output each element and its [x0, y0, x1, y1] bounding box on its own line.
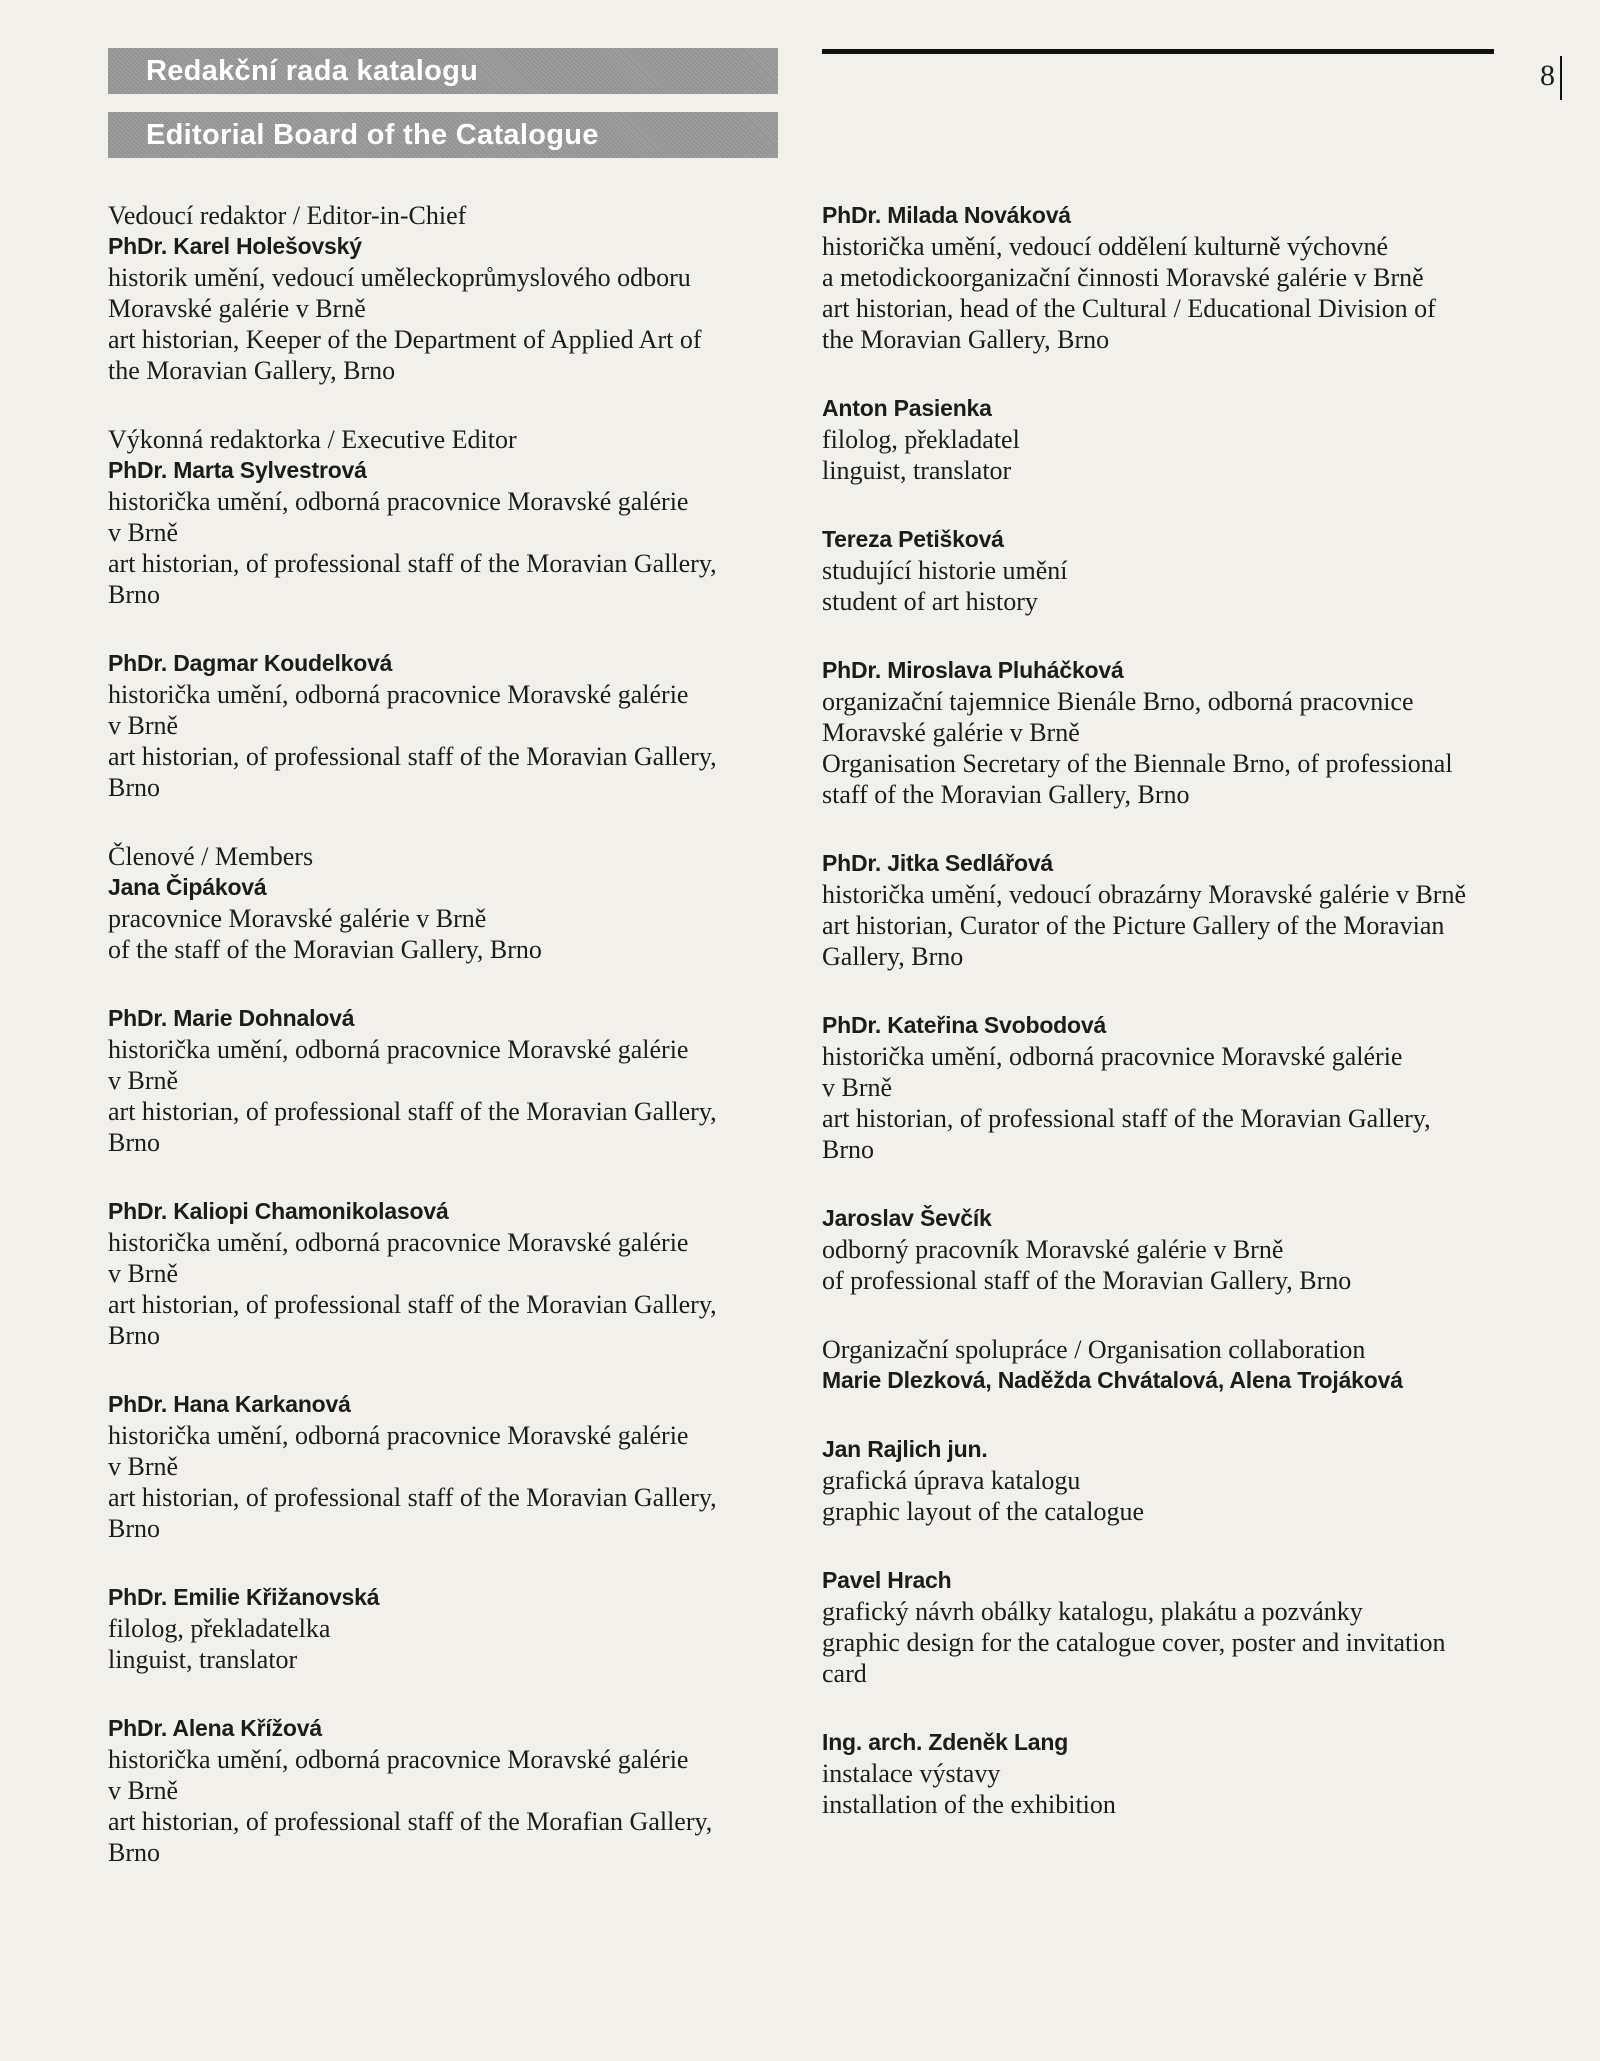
member-description-line: of professional staff of the Moravian Gallery, Brno	[822, 1266, 1352, 1295]
board-entry	[822, 1334, 1522, 1396]
member-description-line: pracovnice Moravské galérie v Brně	[108, 904, 487, 933]
member-name: Marie Dlezková, Naděžda Chvátalová, Alena Trojáková	[822, 1367, 1403, 1393]
board-entry	[108, 1003, 798, 1158]
board-entry	[108, 1713, 798, 1868]
member-name: PhDr. Jitka Sedlářová	[822, 850, 1054, 876]
member-description-line: grafický návrh obálky katalogu, plakátu a pozvánky	[822, 1597, 1363, 1626]
member-name: PhDr. Alena Křížová	[108, 1715, 322, 1741]
member-description-line: historička umění, odborná pracovnice Moravské galérie	[108, 1745, 689, 1774]
header-title-en: Editorial Board of the Catalogue	[108, 112, 778, 158]
board-entry	[822, 1203, 1522, 1296]
board-entry	[822, 655, 1522, 810]
member-description-line: filolog, překladatel	[822, 425, 1020, 454]
member-description-line: Gallery, Brno	[822, 942, 964, 971]
member-description-line: v Brně	[108, 1776, 179, 1805]
member-description-line: Brno	[108, 580, 160, 609]
member-description-line: graphic layout of the catalogue	[822, 1497, 1144, 1526]
member-name: PhDr. Miroslava Pluháčková	[822, 657, 1124, 683]
member-description-line: historička umění, odborná pracovnice Moravské galérie	[108, 1035, 689, 1064]
member-description-line: art historian, head of the Cultural / Educational Division of	[822, 294, 1436, 323]
member-description-line: historik umění, vedoucí uměleckoprůmyslového odboru	[108, 263, 691, 292]
member-description-line: filolog, překladatelka	[108, 1614, 331, 1643]
member-name: Ing. arch. Zdeněk Lang	[822, 1729, 1069, 1755]
board-entry	[822, 1565, 1522, 1689]
member-description-line: odborný pracovník Moravské galérie v Brně	[822, 1235, 1284, 1264]
member-description-line: v Brně	[108, 711, 179, 740]
member-description-line: art historian, of professional staff of the Moravian Gallery,	[108, 742, 717, 771]
member-description-line: historička umění, odborná pracovnice Moravské galérie	[108, 1421, 689, 1450]
member-name: PhDr. Marie Dohnalová	[108, 1005, 355, 1031]
board-entry	[822, 393, 1522, 486]
member-description-line: the Moravian Gallery, Brno	[108, 356, 396, 385]
member-name: Tereza Petišková	[822, 526, 1004, 552]
member-description-line: Brno	[108, 1321, 160, 1350]
member-description-line: art historian, Keeper of the Department of Applied Art of	[108, 325, 702, 354]
role-label: Členové / Members	[108, 842, 314, 871]
board-entry	[108, 1582, 798, 1675]
member-description-line: art historian, of professional staff of the Moravian Gallery,	[108, 1290, 717, 1319]
member-description-line: art historian, of professional staff of the Moravian Gallery,	[108, 1097, 717, 1126]
member-name: Pavel Hrach	[822, 1567, 952, 1593]
member-description-line: art historian, of professional staff of the Moravian Gallery,	[108, 549, 717, 578]
board-entry	[822, 848, 1522, 972]
board-entry	[822, 1727, 1522, 1820]
member-description-line: art historian, of professional staff of the Moravian Gallery,	[822, 1104, 1431, 1133]
role-label: Organizační spolupráce / Organisation collaboration	[822, 1335, 1366, 1364]
member-name: Jan Rajlich jun.	[822, 1436, 988, 1462]
board-entry	[108, 648, 798, 803]
member-name: Jaroslav Ševčík	[822, 1205, 992, 1231]
member-name: PhDr. Milada Nováková	[822, 202, 1071, 228]
member-description-line: graphic design for the catalogue cover, poster and invitation	[822, 1628, 1446, 1657]
member-description-line: organizační tajemnice Bienále Brno, odborná pracovnice	[822, 687, 1414, 716]
member-description-line: instalace výstavy	[822, 1759, 1001, 1788]
member-name: PhDr. Kaliopi Chamonikolasová	[108, 1198, 449, 1224]
member-description-line: v Brně	[822, 1073, 893, 1102]
member-description-line: Brno	[108, 1514, 160, 1543]
member-description-line: Moravské galérie v Brně	[822, 718, 1080, 747]
member-description-line: Brno	[108, 1838, 160, 1867]
board-entry	[108, 424, 798, 610]
member-name: PhDr. Emilie Křižanovská	[108, 1584, 380, 1610]
member-description-line: the Moravian Gallery, Brno	[822, 325, 1110, 354]
member-name: PhDr. Marta Sylvestrová	[108, 457, 367, 483]
member-description-line: card	[822, 1659, 867, 1688]
member-name: PhDr. Dagmar Koudelková	[108, 650, 393, 676]
member-description-line: historička umění, odborná pracovnice Moravské galérie	[108, 680, 689, 709]
page-number: 8	[1540, 59, 1555, 92]
role-label: Výkonná redaktorka / Executive Editor	[108, 425, 517, 454]
member-name: PhDr. Karel Holešovský	[108, 233, 362, 259]
board-entry	[822, 524, 1522, 617]
member-description-line: a metodickoorganizační činnosti Moravské galérie v Brně	[822, 263, 1424, 292]
top-rule	[822, 49, 1494, 54]
member-description-line: v Brně	[108, 1066, 179, 1095]
member-description-line: Moravské galérie v Brně	[108, 294, 366, 323]
header-title-cs: Redakční rada katalogu	[108, 48, 778, 94]
right-column	[822, 200, 1522, 1858]
member-description-line: student of art history	[822, 587, 1038, 616]
member-description-line: v Brně	[108, 1259, 179, 1288]
board-entry	[108, 200, 798, 386]
member-description-line: of the staff of the Moravian Gallery, Brno	[108, 935, 542, 964]
board-entry	[108, 841, 798, 965]
member-description-line: art historian, of professional staff of the Moravian Gallery,	[108, 1483, 717, 1512]
board-entry	[108, 1389, 798, 1544]
board-entry	[822, 200, 1522, 355]
member-description-line: historička umění, odborná pracovnice Moravské galérie	[108, 1228, 689, 1257]
member-name: Anton Pasienka	[822, 395, 992, 421]
member-name: Jana Čipáková	[108, 874, 267, 900]
member-description-line: grafická úprava katalogu	[822, 1466, 1081, 1495]
member-description-line: historička umění, odborná pracovnice Moravské galérie	[108, 487, 689, 516]
member-description-line: Brno	[108, 773, 160, 802]
member-description-line: historička umění, vedoucí oddělení kulturně výchovné	[822, 232, 1389, 261]
member-description-line: art historian, Curator of the Picture Gallery of the Moravian	[822, 911, 1445, 940]
member-name: PhDr. Hana Karkanová	[108, 1391, 351, 1417]
member-description-line: art historian, of professional staff of the Morafian Gallery,	[108, 1807, 713, 1836]
member-description-line: Organisation Secretary of the Biennale Brno, of professional	[822, 749, 1453, 778]
member-description-line: Brno	[822, 1135, 874, 1164]
member-description-line: staff of the Moravian Gallery, Brno	[822, 780, 1190, 809]
member-name: PhDr. Kateřina Svobodová	[822, 1012, 1107, 1038]
member-description-line: historička umění, odborná pracovnice Moravské galérie	[822, 1042, 1403, 1071]
page-number-rule	[1560, 56, 1562, 100]
member-description-line: studující historie umění	[822, 556, 1068, 585]
member-description-line: v Brně	[108, 518, 179, 547]
role-label: Vedoucí redaktor / Editor-in-Chief	[108, 201, 467, 230]
member-description-line: installation of the exhibition	[822, 1790, 1116, 1819]
member-description-line: linguist, translator	[108, 1645, 298, 1674]
member-description-line: linguist, translator	[822, 456, 1012, 485]
member-description-line: Brno	[108, 1128, 160, 1157]
member-description-line: v Brně	[108, 1452, 179, 1481]
board-entry	[822, 1434, 1522, 1527]
left-column	[108, 200, 798, 1906]
member-description-line: historička umění, vedoucí obrazárny Moravské galérie v Brně	[822, 880, 1466, 909]
board-entry	[108, 1196, 798, 1351]
board-entry	[822, 1010, 1522, 1165]
